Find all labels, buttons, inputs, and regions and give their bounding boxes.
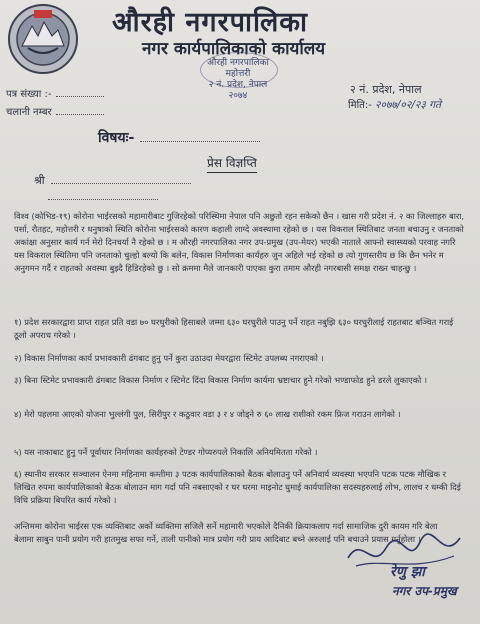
paragraph-intro: विश्व (कोभिड-१९) कोरोना भाईरसको महामारीबाट गुजिरहेको परिस्थिमा नेपाल पनि अछुतो रहन सकेको छैन । खास गरी प्रदेश नं. २ का जिल्लाहरु बारा, पर्सा, रौतहट, महोत्तरी र धनुषाको स्थिति कोरोना भाईरसको कारण कहाली लाग्दे अवस्थामा रहेको छ । यस विकराल स्थितिबाट जनता बचाउनु र जनताको अकांक्षा अनुसार कार्य गर्न मेरो दिनचर्या नै रहेको छ । म औरही नगरपालिका नगर उप-प्रमुख (उप-मेयर) भएकी नाताले आफ्नो स्वास्थ्यको परवाह नगरि यस विकराल स्थितिमा पनि जनताको चुल्हो बल्यो कि बलेन, विकास निर्माणका कार्यहरु जुन अहिले भई रहेको छ त्यो गुणस्तरीय छ कि छैन भनेर म अनुगमन गर्दै र राहतको अवस्था बुझ्दै हिडिरहेको छु । सो क्रममा मैले जानकारी पाएका कुरा तमाम औरही नगरबासी समक्ष राख्न चाहन्छु । (14, 211, 465, 273)
paragraph-closing: अन्तिममा कोरोना भाईरस एक व्यक्तिबाट अर्को व्यक्तिमा सजिलै सर्ने महामारी भएकोले दैनिकी क्रियाकलाप गर्दा सामाजिक दुरी कायम गरि बेला बेलामा साबुन पानी प्रयोग गरी हातमुख सफा गर्ने, ताली पानीको मात्र प्रयोग गरी प्राय आदिबाट बच्ने अरुलाई पनि बचाउने प्रयास गर्नुहोला । (14, 521, 438, 544)
addressee-label: श्री (34, 174, 45, 187)
stamp-line: औरही नगरपालिका (207, 58, 269, 68)
paragraph-point-4: ४) मेरो पहलमा आएको योजना भुल्लंगी पुल, सिरीपुर र कठुवार वडा ३ र ४ जोड्ने रु ६० लाख राशीको रकम फ्रिज गराउन लागेको । (14, 409, 401, 419)
date-field (348, 97, 441, 112)
subject-label: विषयः- (98, 130, 135, 146)
province-label: २ नं. प्रदेश, नेपाल (350, 83, 422, 96)
addressee-field (34, 173, 191, 188)
letter-number-label: पत्र संख्या :- (6, 89, 52, 100)
nepal-emblem-icon (6, 2, 80, 76)
office-stamp (178, 58, 298, 106)
subject-heading (98, 128, 260, 147)
paragraph-point-1: १) प्रदेश सरकारद्वारा प्राप्त राहत प्रति वडा ७० घरधुरीको हिसाबले जम्मा ६३० घरधुरीले पाउनु पर्ने राहत नबुझि ६३० घरधुरीलाई राहतबाट बञ्चित गराई ठूलो अपराध गरेको । (14, 317, 454, 340)
paragraph-point-5: ५) यस नाकाबाट हुनु पर्ने पूर्वाधार निर्माणका कार्यहरुको टेण्डर गोप्यरुपले निकालि अनियमितता गरेको । (14, 447, 318, 457)
letter-number-field (6, 86, 104, 100)
signatory-name: रेणु झा (390, 564, 425, 580)
date-value: २०७७/०२/२३ गते (375, 99, 442, 111)
stamp-line: २०७४ (228, 91, 248, 101)
stamp-ring (200, 52, 278, 88)
paragraph-point-2: २) विकास निर्माणका कार्य प्रभावकारी ढंगबाट हुनु पर्ने कुरा उठाउदा मेयरद्वारा स्टिमेट उपलब्ध नगराएको । (14, 353, 324, 363)
dispatch-number-field (6, 104, 104, 118)
paragraph-point-6: ६) स्थानीय सरकार सञ्चालन ऐनमा महिनामा कम्तीमा ३ पटक कार्यपालिकाको बैठक बोलाउनु पर्ने अनिवार्य व्यवस्था भएपनि पटक पटक मौखिक र लिखित रुपमा कार्यपालिकाको बैठक बोलाउन माग गर्दा पनि नबसाएको र घर घरमा माइनोट घुमाई कार्यपालिका सदस्यहरुलाई लोभ, लालच र धम्की दिई विधि प्रक्रिया बिपरित कार्य गरेको । (14, 469, 461, 505)
stamp-line: महोत्तरी (225, 69, 251, 79)
dispatch-number-label: चलानी नम्बर (6, 107, 52, 118)
subject-value: प्रेस विज्ञप्ति (207, 154, 257, 173)
addressee-line (48, 198, 158, 200)
office-subtitle: नगर कार्यपालिकाको कार्यालय (142, 39, 326, 59)
date-label: मिति:- (348, 100, 372, 111)
stamp-line: २ नं. प्रदेश, नेपाल (208, 80, 268, 90)
signatory-title: नगर उप-प्रमुख (392, 584, 457, 598)
paragraph-point-3: ३) बिना स्टिमेट प्रभावकारी ढंगबाट विकास निर्माण र स्टिमेट दिंदा विकास निर्माण कार्यमा भ्रष्टाचार हुने गरेको भण्डाफोड हुने डरले लुकाएको । (14, 375, 428, 385)
municipality-title: औरही नगरपालिका (112, 7, 308, 38)
